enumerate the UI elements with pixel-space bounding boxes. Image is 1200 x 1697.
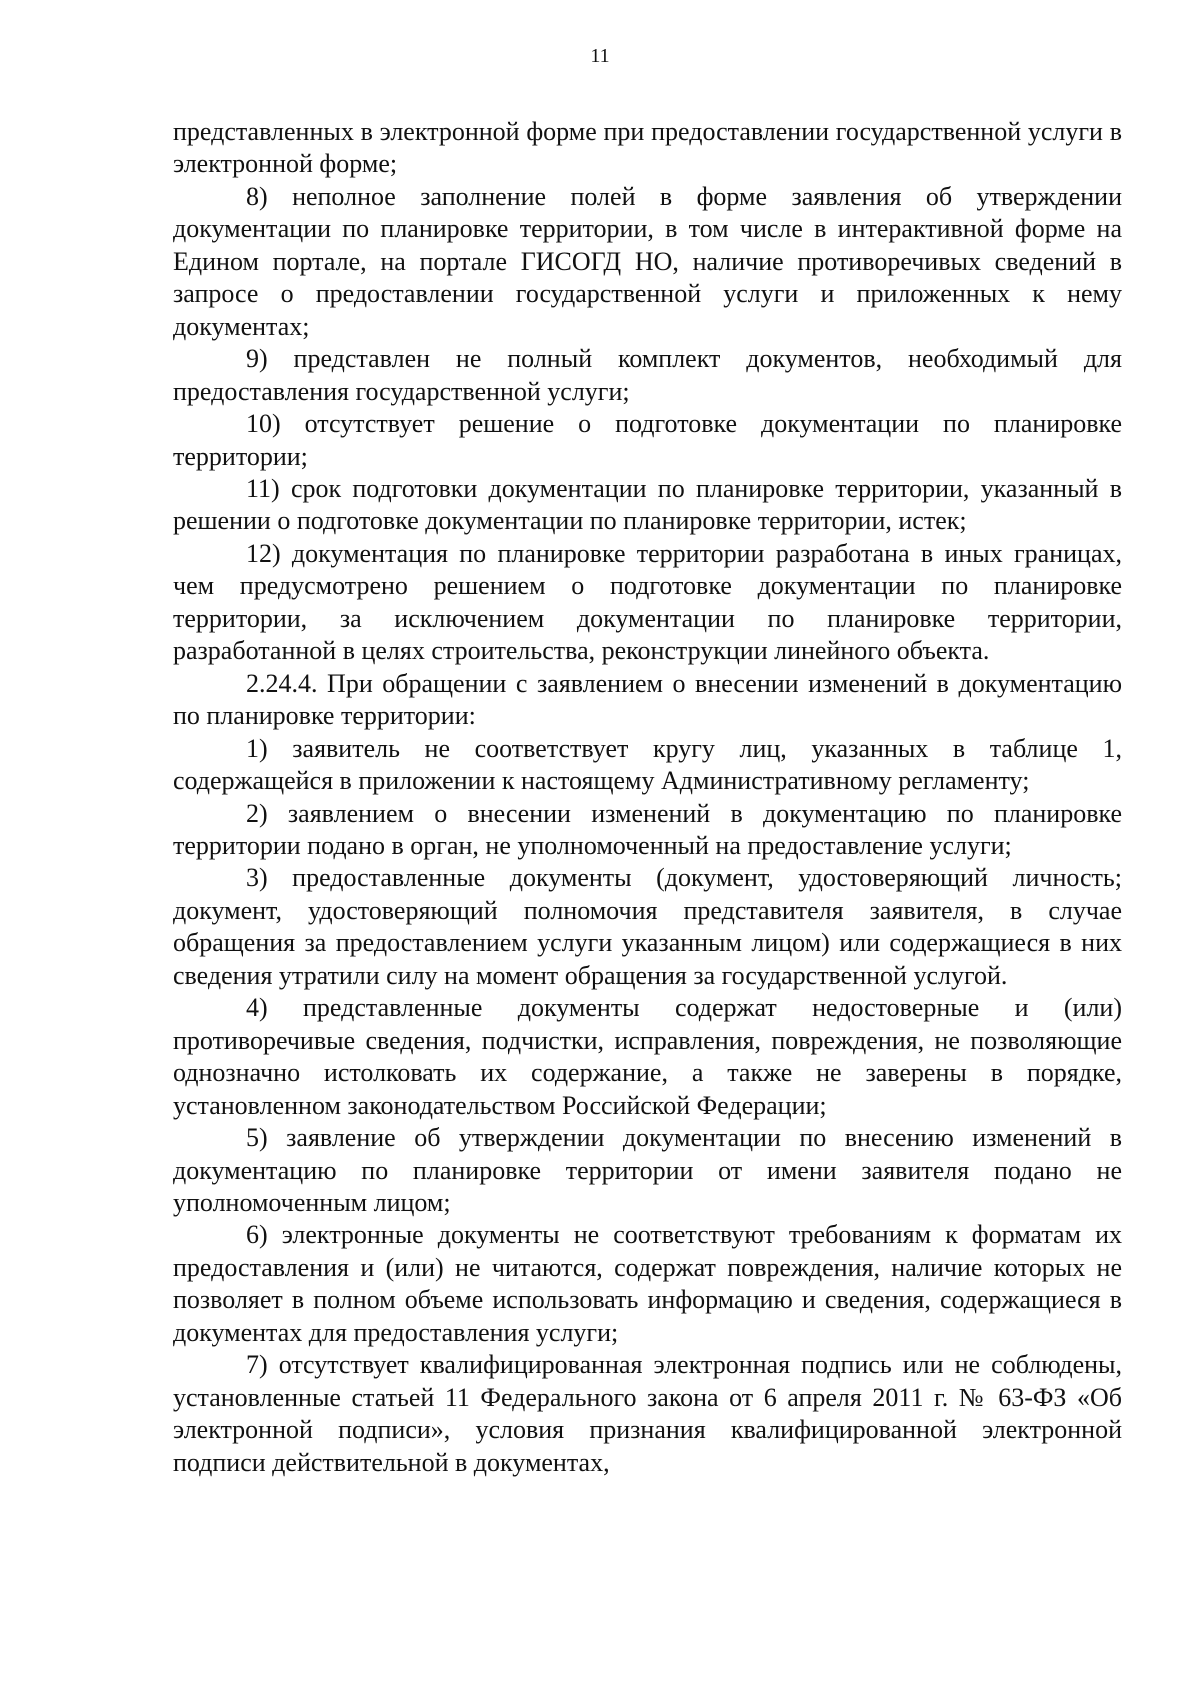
sub-item-7: 7) отсутствует квалифицированная электронная подпись или не соблюдены, установленные статьей 11 Федерального закона от 6 апреля 2011 г. № 63-ФЗ «Об электронной подписи», условия признания квалифицированной электронной подписи действительной в документах,	[173, 1350, 1122, 1477]
section-2-24-4: 2.24.4. При обращении с заявлением о внесении изменений в документацию по планировке территории:	[173, 668, 1122, 731]
sub-item-1: 1) заявитель не соответствует кругу лиц, указанных в таблице 1, содержащейся в приложении к настоящему Административному регламенту;	[173, 733, 1122, 796]
list-item-10: 10) отсутствует решение о подготовке документации по планировке территории;	[173, 409, 1122, 471]
list-item-11: 11) срок подготовки документации по планировке территории, указанный в решении о подготовке документации по планировке территории, истек;	[173, 473, 1122, 536]
page-number: 11	[590, 45, 610, 67]
sub-item-2: 2) заявлением о внесении изменений в документацию по планировке территории подано в орган, не уполномоченный на предоставление услуги;	[173, 798, 1122, 860]
document-body	[173, 116, 1122, 1479]
list-item-9: 9) представлен не полный комплект документов, необходимый для предоставления государственной услуги;	[173, 344, 1122, 406]
list-item-12: 12) документация по планировке территории разработана в иных границах, чем предусмотрено решением о подготовке документации по планировке территории, за исключением документации по планировке территории, разработанной в целях строительства, реконструкции линейного объекта.	[173, 538, 1122, 666]
sub-item-6: 6) электронные документы не соответствуют требованиям к форматам их предоставления и (или) не читаются, содержат повреждения, наличие которых не позволяет в полном объеме использовать информацию и сведения, содержащиеся в документах для предоставления услуги;	[173, 1220, 1122, 1347]
sub-item-4: 4) представленные документы содержат недостоверные и (или) противоречивые сведения, подчистки, исправления, повреждения, не позволяющие однозначно истолковать их содержание, а также не заверены в порядке, установленном законодательством Российской Федерации;	[173, 993, 1122, 1120]
list-item-8: 8) неполное заполнение полей в форме заявления об утверждении документации по планировке территории, в том числе в интерактивной форме на Едином портале, на портале ГИСОГД НО, наличие противоречивых сведений в запросе о предоставлении государственной услуги и приложенных к нему документах;	[173, 181, 1122, 341]
sub-item-5: 5) заявление об утверждении документации по внесению изменений в документацию по планировке территории от имени заявителя подано не уполномоченным лицом;	[173, 1123, 1122, 1217]
paragraph-continuation: представленных в электронной форме при предоставлении государственной услуги в электронной форме;	[173, 117, 1122, 179]
sub-item-3: 3) предоставленные документы (документ, удостоверяющий личность; документ, удостоверяющий полномочия представителя заявителя, в случае обращения за предоставлением услуги указанным лицом) или содержащиеся в них сведения утратили силу на момент обращения за государственной услугой.	[173, 863, 1122, 990]
